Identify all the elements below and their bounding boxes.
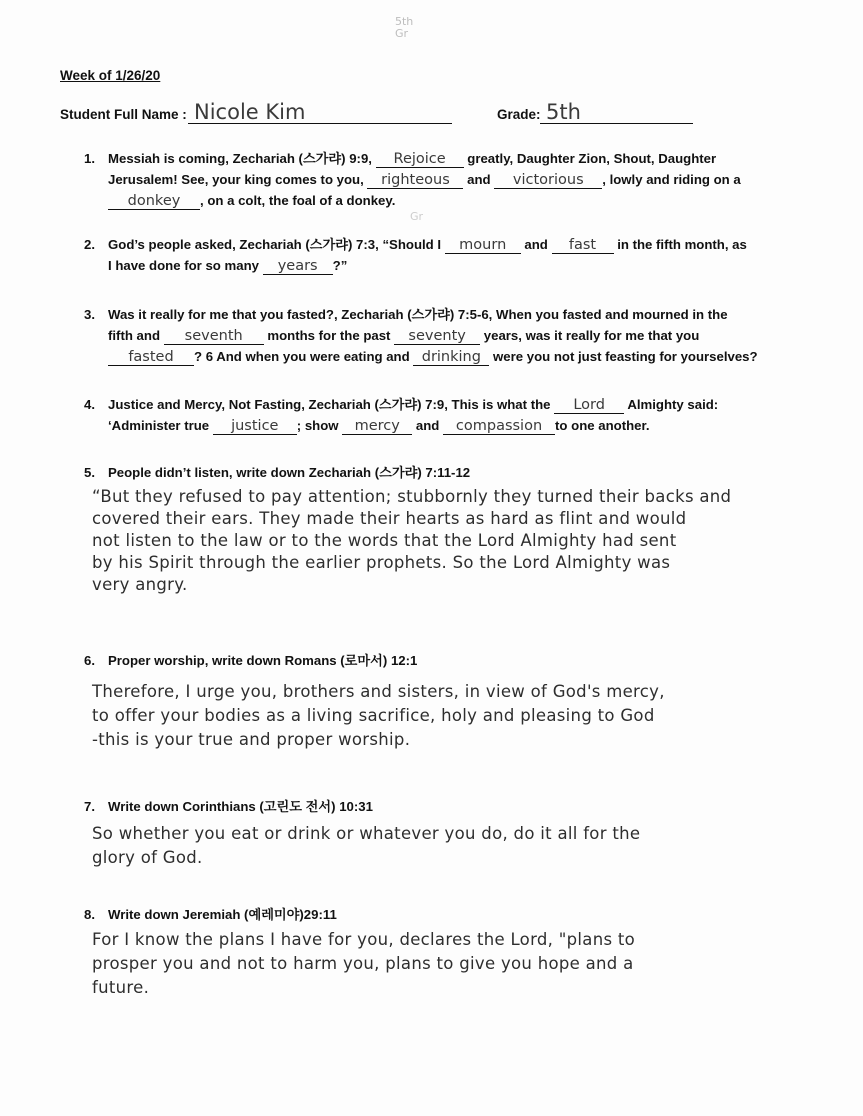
answer-line: -this is your true and proper worship. <box>92 730 411 749</box>
question-text: God’s people asked, Zechariah (스가랴) 7:3, “Should I <box>108 237 442 252</box>
handwritten-answer-8[interactable] <box>92 928 832 1000</box>
question-text: and <box>524 237 548 252</box>
question-text: Justice and Mercy, Not Fasting, Zechariah (스가랴) 7:9, This is what the <box>108 397 551 412</box>
bleed-through-mark: 5th Gr <box>395 15 414 40</box>
answer-blank[interactable]: years <box>263 258 333 275</box>
answer-line: So whether you eat or drink or whatever you do, do it all for the <box>92 824 641 843</box>
answer-line: Therefore, I urge you, brothers and sisters, in view of God's mercy, <box>92 682 665 701</box>
question-8 <box>84 904 784 925</box>
handwritten-answer-6[interactable] <box>92 680 832 752</box>
grade-label: Grade: <box>497 107 541 122</box>
answer-blank[interactable]: Rejoice <box>376 151 464 168</box>
question-number: 6. <box>84 653 95 668</box>
answer-line: very angry. <box>92 575 188 594</box>
answer-line: future. <box>92 978 150 997</box>
answer-blank[interactable]: donkey <box>108 193 200 210</box>
question-text: Almighty said: <box>627 397 719 412</box>
question-text: to one another. <box>555 418 650 433</box>
question-6 <box>84 650 784 671</box>
answer-blank[interactable]: mourn <box>445 237 521 254</box>
answer-line: prosper you and not to harm you, plans to give you hope and a <box>92 954 634 973</box>
question-text: Jerusalem! See, your king comes to you, <box>108 172 364 187</box>
answer-line: For I know the plans I have for you, declares the Lord, "plans to <box>92 930 636 949</box>
header-row <box>60 100 700 126</box>
question-number: 7. <box>84 799 95 814</box>
question-text: , on a colt, the foal of a donkey. <box>200 193 396 208</box>
question-text: ‘Administer true <box>108 418 210 433</box>
question-1 <box>84 148 784 211</box>
student-name-field[interactable]: Nicole Kim <box>188 101 452 124</box>
question-prompt: Write down Corinthians (고린도 전서) 10:31 <box>108 799 373 814</box>
question-3 <box>84 304 784 367</box>
question-4 <box>84 394 784 436</box>
question-text: ? 6 And when you were eating and <box>194 349 410 364</box>
handwritten-answer-7[interactable] <box>92 822 832 870</box>
question-prompt: Proper worship, write down Romans (로마서) 12:1 <box>108 653 418 668</box>
question-text: years, was it really for me that you <box>483 328 700 343</box>
question-7 <box>84 796 784 817</box>
answer-line: glory of God. <box>92 848 203 867</box>
answer-blank[interactable]: justice <box>213 418 297 435</box>
answer-blank[interactable]: mercy <box>342 418 412 435</box>
question-text: and <box>467 172 491 187</box>
question-text: , lowly and riding on a <box>602 172 741 187</box>
student-name-label: Student Full Name : <box>60 107 187 122</box>
answer-line: to offer your bodies as a living sacrifice, holy and pleasing to God <box>92 706 655 725</box>
answer-blank[interactable]: victorious <box>494 172 602 189</box>
question-text: Messiah is coming, Zechariah (스가랴) 9:9, <box>108 151 372 166</box>
question-number: 1. <box>84 151 95 166</box>
answer-blank[interactable]: seventh <box>164 328 264 345</box>
week-title: Week of 1/26/20 <box>60 68 161 83</box>
answer-blank[interactable]: righteous <box>367 172 463 189</box>
question-text: greatly, Daughter Zion, Shout, Daughter <box>467 151 717 166</box>
grade-field[interactable]: 5th <box>540 101 693 124</box>
question-text: fifth and <box>108 328 161 343</box>
answer-blank[interactable]: drinking <box>413 349 489 366</box>
answer-blank[interactable]: compassion <box>443 418 555 435</box>
question-number: 2. <box>84 237 95 252</box>
question-text: months for the past <box>267 328 391 343</box>
answer-line: covered their ears. They made their hearts as hard as flint and would <box>92 509 687 528</box>
question-prompt: People didn’t listen, write down Zechariah (스가랴) 7:11-12 <box>108 465 471 480</box>
answer-blank[interactable]: fasted <box>108 349 194 366</box>
question-number: 5. <box>84 465 95 480</box>
question-5 <box>84 462 784 483</box>
answer-line: by his Spirit through the earlier prophets. So the Lord Almighty was <box>92 553 671 572</box>
answer-blank[interactable]: fast <box>552 237 614 254</box>
question-number: 8. <box>84 907 95 922</box>
question-text: and <box>415 418 440 433</box>
question-text: ; show <box>296 418 339 433</box>
bleed-through-mark-2: Gr <box>410 210 424 223</box>
question-text: I have done for so many <box>108 258 259 273</box>
answer-blank[interactable]: seventy <box>394 328 480 345</box>
question-text: in the fifth month, as <box>617 237 747 252</box>
answer-line: “But they refused to pay attention; stubbornly they turned their backs and <box>92 487 732 506</box>
answer-line: not listen to the law or to the words that the Lord Almighty had sent <box>92 531 677 550</box>
question-number: 3. <box>84 307 95 322</box>
question-2 <box>84 234 784 276</box>
handwritten-answer-5[interactable] <box>92 486 832 596</box>
question-text: Was it really for me that you fasted?, Zechariah (스가랴) 7:5-6, When you fasted and mourned in the <box>108 307 728 322</box>
question-text: were you not just feasting for yourselves? <box>493 349 758 364</box>
answer-blank[interactable]: Lord <box>554 397 624 414</box>
question-number: 4. <box>84 397 95 412</box>
question-text: ?” <box>332 258 348 273</box>
question-prompt: Write down Jeremiah (예레미야)29:11 <box>108 907 337 922</box>
